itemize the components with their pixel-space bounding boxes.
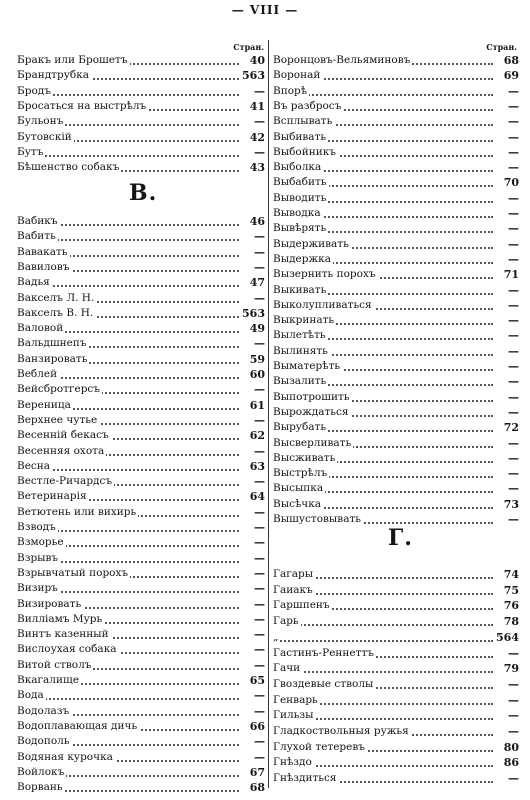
index-entry [17,130,265,145]
index-entry [17,68,265,83]
entry-term: Выстрѣлъ [273,467,328,480]
entry-page-number: — [239,581,265,596]
index-entry [273,252,519,267]
index-entry [273,755,519,770]
index-entry [273,359,519,374]
entry-page-number: 49 [239,321,265,336]
index-entry [273,267,519,282]
entry-page-number: — [493,466,519,481]
index-entry [273,298,519,313]
index-entry [273,130,519,145]
entry-term: Бутовскій [17,130,72,143]
entry-page-number: 70 [493,175,519,190]
entry-page-number: — [239,750,265,765]
entry-page-number: — [493,481,519,496]
index-entry [17,145,265,160]
entry-page-number: — [239,658,265,673]
entry-term: Выкринать [273,314,335,327]
entry-term: Ветеринарія [17,490,87,503]
index-entry [17,367,265,382]
entry-term: Выводка [273,207,321,219]
entry-term: Взморье [17,536,64,549]
index-entry [273,724,519,739]
entry-page-number: — [239,505,265,520]
entry-term: Вылинять [273,344,328,357]
entry-page-number: — [239,382,265,397]
entry-page-number: 43 [239,160,265,175]
entry-page-number: — [493,160,519,175]
entry-page-number: — [239,245,265,260]
entry-term: Вадья [17,276,50,289]
index-entry [17,612,265,627]
entry-page-number: — [239,336,265,351]
entry-page-number: — [493,237,519,252]
entry-page-number: 40 [239,53,265,68]
entry-term: Вереница [17,398,71,411]
entry-page-number: — [493,708,519,723]
index-entry [17,474,265,489]
index-entry [17,597,265,612]
index-entry [17,489,265,504]
entry-page-number: 47 [239,275,265,290]
index-entry [273,390,519,405]
index-entry [273,145,519,160]
entry-page-number: 66 [239,719,265,734]
section-letter-heading: В. [129,180,158,206]
entry-page-number: 563 [239,68,265,83]
entry-page-number: — [493,390,519,405]
entry-page-number: — [239,551,265,566]
entry-term: Вейсбротгерсъ [17,383,100,396]
entry-page-number: 41 [239,99,265,114]
entry-term: Гильзы [273,709,314,722]
entry-page-number: — [493,252,519,267]
entry-term: Вызернить порохъ [273,268,376,281]
entry-term: Воронцовъ-Вельяминовъ [273,54,411,66]
entry-page-number: — [493,221,519,236]
entry-term: Воронай [273,69,321,82]
entry-term: Бродъ [17,84,51,97]
page-column-header: Стран. [486,42,517,52]
entry-page-number: — [493,328,519,343]
index-entry [17,275,265,290]
entry-term: Вода [17,689,44,702]
index-entry [273,583,519,598]
index-column-right [273,0,519,800]
page-column-header: Стран. [233,42,264,52]
index-entry [17,321,265,336]
entry-term: Выводить [273,191,327,204]
index-entry [17,428,265,443]
entry-page-number: — [493,191,519,206]
entry-term: Весенняя охота [17,444,105,457]
index-entry [17,336,265,351]
index-entry [273,114,519,129]
entry-page-number: 64 [239,489,265,504]
index-entry [273,221,519,236]
entry-page-number: 75 [493,583,519,598]
entry-page-number: 80 [493,740,519,755]
entry-page-number: — [239,642,265,657]
index-entry [17,291,265,306]
index-entry [273,420,519,435]
entry-page-number: — [239,612,265,627]
entry-page-number: 46 [239,214,265,229]
index-entry [17,382,265,397]
index-entry [273,405,519,420]
entry-page-number: — [239,474,265,489]
index-entry [17,673,265,688]
entry-page-number: 42 [239,130,265,145]
entry-page-number: — [493,693,519,708]
index-entry [273,283,519,298]
entry-term: Генварь [273,693,318,706]
index-entry [273,661,519,676]
entry-page-number: — [239,535,265,550]
index-entry [17,114,265,129]
index-entry [273,598,519,613]
index-entry [273,614,519,629]
entry-term: Ворвань [17,781,63,794]
entry-term: Ванзировать [17,352,88,365]
index-entry [273,466,519,481]
index-entry [17,160,265,175]
entry-term: Бросаться на выстрѣлъ [17,99,147,112]
entry-term: Вырубать [273,421,327,434]
entry-page-number: — [493,344,519,359]
entry-page-number: — [493,359,519,374]
index-entry [17,459,265,474]
entry-term: Весенній бекасъ [17,429,109,442]
index-entry [17,566,265,581]
entry-page-number: — [493,145,519,160]
entry-page-number: — [493,313,519,328]
entry-term: Вкагалище [17,674,79,686]
entry-term: Выколупливаться [273,298,372,311]
entry-page-number: — [493,298,519,313]
entry-page-number: 74 [493,567,519,582]
entry-term: Бутъ [17,145,44,158]
index-entry [17,260,265,275]
entry-page-number: — [493,677,519,692]
entry-term: Водоплавающая дичь [17,719,138,732]
entry-term: Впорѣ [273,84,308,97]
entry-term: Вавиловъ [17,260,70,273]
entry-term: Выболка [273,161,322,174]
entry-term: Гнѣздо [273,756,312,769]
index-entry [17,229,265,244]
entry-page-number: 86 [493,755,519,770]
entry-page-number: 76 [493,598,519,613]
index-entry [17,214,265,229]
index-entry [17,719,265,734]
index-entry [17,581,265,596]
entry-term: Глухой тетеревъ [273,740,365,753]
dot-leader [17,155,239,157]
entry-term: Гачи [273,662,301,675]
entry-term: Бѣшенство собакъ [17,161,120,174]
page-number-header: — VIII — [231,3,299,17]
column-divider [268,40,269,788]
entry-page-number: — [239,734,265,749]
entry-page-number: 73 [493,497,519,512]
entry-page-number: 60 [239,367,265,382]
entry-term: Гарь [273,615,299,628]
index-entry [273,175,519,190]
entry-term: Брандтрубка [17,69,90,82]
entry-page-number: 69 [493,68,519,83]
entry-page-number: — [239,566,265,581]
entry-page-number: — [493,451,519,466]
entry-term: Вестле-Ричардсъ [17,475,113,488]
entry-term: Выдерживать [273,237,349,250]
entry-page-number: — [239,260,265,275]
entry-term: Гвоздевые стволы [273,677,374,690]
entry-term: Бракъ или Брошетъ [17,54,128,66]
entry-term: Визировать [17,597,82,610]
index-entry [273,68,519,83]
entry-term: Войлокъ [17,765,65,778]
index-entry [17,780,265,795]
index-entry [273,436,519,451]
entry-page-number: — [239,444,265,459]
entry-page-number: 79 [493,661,519,676]
entry-term: Витой стволъ [17,658,92,671]
entry-term: Выбабить [273,176,327,189]
index-entry [17,520,265,535]
entry-term: Вакселъ В. Н. [17,306,94,319]
entry-term: Верхнее чутье [17,413,98,426]
entry-page-number: — [239,291,265,306]
entry-term: Валовой [17,322,64,335]
entry-term: Веблей [17,368,58,380]
entry-term: Взводъ [17,521,56,533]
entry-page-number: — [493,512,519,527]
entry-term: Вызалить [273,375,327,388]
index-entry [273,708,519,723]
index-entry [273,771,519,786]
entry-page-number: — [493,405,519,420]
entry-page-number: — [493,130,519,145]
entry-page-number: — [493,99,519,114]
entry-term: Вальдшнепъ [17,337,87,350]
index-entry [273,451,519,466]
entry-term: Взрывъ [17,551,59,564]
index-entry [17,306,265,321]
entry-term: Выбойникъ [273,145,336,158]
entry-term: Гагары [273,568,314,580]
entry-term: Высѣчка [273,497,322,510]
entry-page-number: — [493,84,519,99]
entry-term: Бульонъ [17,115,64,128]
entry-term: Вакселъ Л. Н. [17,291,95,304]
entry-page-number: — [239,627,265,642]
index-entry [273,630,519,645]
index-entry [273,344,519,359]
index-entry [273,84,519,99]
entry-term: Вырождаться [273,405,349,418]
entry-page-number: — [239,84,265,99]
entry-page-number: 68 [493,53,519,68]
index-entry [17,535,265,550]
entry-term: Гаршпенъ [273,599,330,612]
entry-term: Ветютень или вихирь [17,505,137,518]
entry-term: Выпотрошить [273,390,350,403]
entry-term: Вабикъ [17,215,58,227]
entry-page-number: — [239,145,265,160]
index-entry [17,658,265,673]
entry-page-number: 59 [239,352,265,367]
entry-page-number: — [239,597,265,612]
entry-page-number: 65 [239,673,265,688]
index-entry [273,693,519,708]
index-entry [17,398,265,413]
index-entry [273,646,519,661]
entry-term: Вылетѣть [273,329,326,342]
dot-leader [17,698,239,700]
entry-page-number: — [239,413,265,428]
entry-term: Визиръ [17,582,58,595]
index-entry [17,84,265,99]
index-entry [17,688,265,703]
entry-term: Высверливать [273,436,352,449]
index-entry [17,765,265,780]
index-entry [17,99,265,114]
entry-term: Вилліамъ Мурь [17,612,103,625]
entry-term: Водяная курочка [17,750,113,763]
entry-page-number: — [239,229,265,244]
index-entry [17,413,265,428]
index-entry [273,99,519,114]
index-entry [273,237,519,252]
index-entry [273,740,519,755]
entry-term: Въ разбросъ [273,99,342,112]
index-entry [273,160,519,175]
entry-page-number: — [239,688,265,703]
entry-term: Водолазъ [17,704,70,717]
entry-page-number: 63 [239,459,265,474]
entry-term: Выдержка [273,252,331,265]
index-entry [17,704,265,719]
entry-term: Всплывать [273,115,333,128]
entry-term: „ [273,630,279,643]
section-letter-heading: Г. [388,525,413,551]
entry-page-number: — [493,206,519,221]
entry-term: Гладкоствольныя ружья [273,725,409,737]
entry-page-number: — [493,114,519,129]
dot-leader [273,671,493,673]
entry-term: Водополь [17,735,70,748]
index-entry [273,328,519,343]
index-column-left [17,0,265,800]
index-entry [17,505,265,520]
entry-page-number: — [493,646,519,661]
index-entry [273,313,519,328]
entry-term: Гаиакъ [273,583,313,596]
entry-page-number: — [239,114,265,129]
entry-page-number: 78 [493,614,519,629]
index-entry [17,53,265,68]
entry-page-number: — [493,436,519,451]
entry-page-number: 62 [239,428,265,443]
entry-page-number: — [239,520,265,535]
entry-term: Выматерѣть [273,360,341,372]
entry-page-number: 67 [239,765,265,780]
entry-term: Гнѣздиться [273,772,337,785]
entry-page-number: — [493,374,519,389]
entry-term: Высыпка [273,482,324,495]
dot-leader [273,640,493,642]
entry-term: Взрывчатый порохъ [17,566,129,579]
entry-page-number: 563 [239,306,265,321]
entry-term: Вышустовывать [273,513,361,525]
entry-term: Высживать [273,451,336,464]
index-entry [273,567,519,582]
dot-leader [273,624,493,626]
entry-term: Вывѣрять [273,222,327,235]
entry-term: Гастинъ-Реннеттъ [273,646,374,659]
entry-term: Вавакать [17,245,68,258]
index-entry [17,642,265,657]
index-entry [17,734,265,749]
entry-page-number: — [493,724,519,739]
index-entry [273,53,519,68]
index-entry [17,750,265,765]
entry-page-number: 564 [493,630,519,645]
entry-page-number: 61 [239,398,265,413]
index-entry [273,677,519,692]
entry-page-number: — [493,771,519,786]
index-entry [273,191,519,206]
index-entry [17,444,265,459]
index-entry [17,352,265,367]
entry-page-number: — [493,283,519,298]
index-entry [17,627,265,642]
index-entry [273,374,519,389]
index-entry [273,481,519,496]
entry-term: Выбивать [273,130,327,143]
index-entry [273,497,519,512]
index-entry [17,245,265,260]
entry-page-number: 68 [239,780,265,795]
entry-page-number: — [239,704,265,719]
index-entry [17,551,265,566]
entry-term: Винтъ казенный [17,628,109,641]
entry-term: Вабить [17,230,56,243]
entry-term: Весна [17,459,51,472]
entry-term: Вислоухая собака [17,643,117,656]
index-entry [273,206,519,221]
entry-term: Выкивать [273,283,327,296]
entry-page-number: 72 [493,420,519,435]
entry-page-number: 71 [493,267,519,282]
